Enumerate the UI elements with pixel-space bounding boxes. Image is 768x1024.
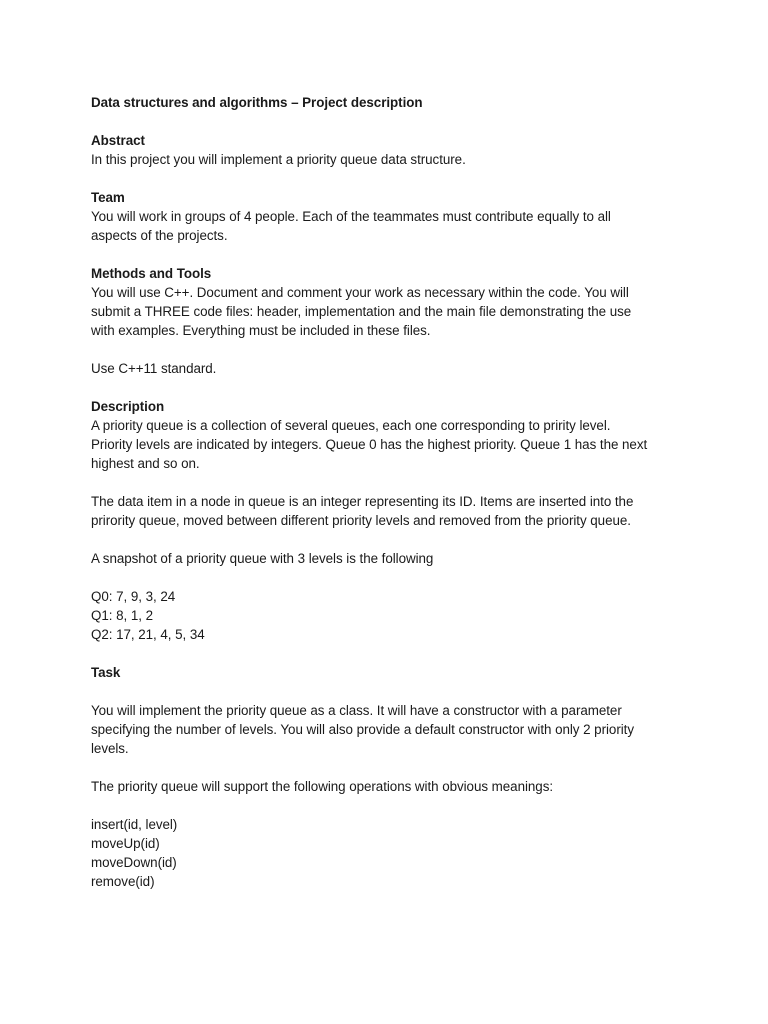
description-text: prirority queue, moved between different priority levels and removed from the priority queue.: [91, 513, 631, 528]
task-text: You will implement the priority queue as a class. It will have a constructor with a parameter: [91, 703, 622, 718]
snapshot-intro: A snapshot of a priority queue with 3 levels is the following: [91, 551, 434, 566]
description-text: highest and so on.: [91, 456, 200, 471]
spacer: [91, 758, 691, 777]
description-text: The data item in a node in queue is an integer representing its ID. Items are inserted into the: [91, 494, 634, 509]
spacer: [91, 112, 691, 131]
operations-intro: The priority queue will support the following operations with obvious meanings:: [91, 779, 554, 794]
methods-heading: Methods and Tools: [91, 266, 212, 281]
spacer: [91, 568, 691, 587]
queue-line: Q2: 17, 21, 4, 5, 34: [91, 627, 205, 642]
team-text: You will work in groups of 4 people. Each of the teammates must contribute equally to all: [91, 209, 611, 224]
document-title: Data structures and algorithms – Project description: [91, 95, 423, 110]
spacer: [91, 378, 691, 397]
spacer: [91, 169, 691, 188]
operation-item: remove(id): [91, 874, 155, 889]
team-text: aspects of the projects.: [91, 228, 228, 243]
methods-text: submit a THREE code files: header, implementation and the main file demonstrating the use: [91, 304, 632, 319]
task-heading: Task: [91, 665, 121, 680]
description-text: A priority queue is a collection of several queues, each one corresponding to pririty level.: [91, 418, 611, 433]
spacer: [91, 796, 691, 815]
task-text: levels.: [91, 741, 129, 756]
methods-standard: Use C++11 standard.: [91, 361, 217, 376]
description-heading: Description: [91, 399, 165, 414]
operation-item: moveDown(id): [91, 855, 177, 870]
task-text: specifying the number of levels. You will also provide a default constructor with only 2 priority: [91, 722, 634, 737]
methods-text: with examples. Everything must be included in these files.: [91, 323, 431, 338]
spacer: [91, 473, 691, 492]
description-text: Priority levels are indicated by integers. Queue 0 has the highest priority. Queue 1 has the next: [91, 437, 648, 452]
queue-line: Q0: 7, 9, 3, 24: [91, 589, 176, 604]
spacer: [91, 530, 691, 549]
methods-text: You will use C++. Document and comment your work as necessary within the code. You will: [91, 285, 629, 300]
document-body: [91, 93, 691, 891]
spacer: [91, 644, 691, 663]
abstract-text: In this project you will implement a priority queue data structure.: [91, 152, 466, 167]
team-heading: Team: [91, 190, 125, 205]
operation-item: moveUp(id): [91, 836, 160, 851]
spacer: [91, 340, 691, 359]
queue-line: Q1: 8, 1, 2: [91, 608, 153, 623]
spacer: [91, 682, 691, 701]
abstract-heading: Abstract: [91, 133, 145, 148]
operation-item: insert(id, level): [91, 817, 178, 832]
spacer: [91, 245, 691, 264]
